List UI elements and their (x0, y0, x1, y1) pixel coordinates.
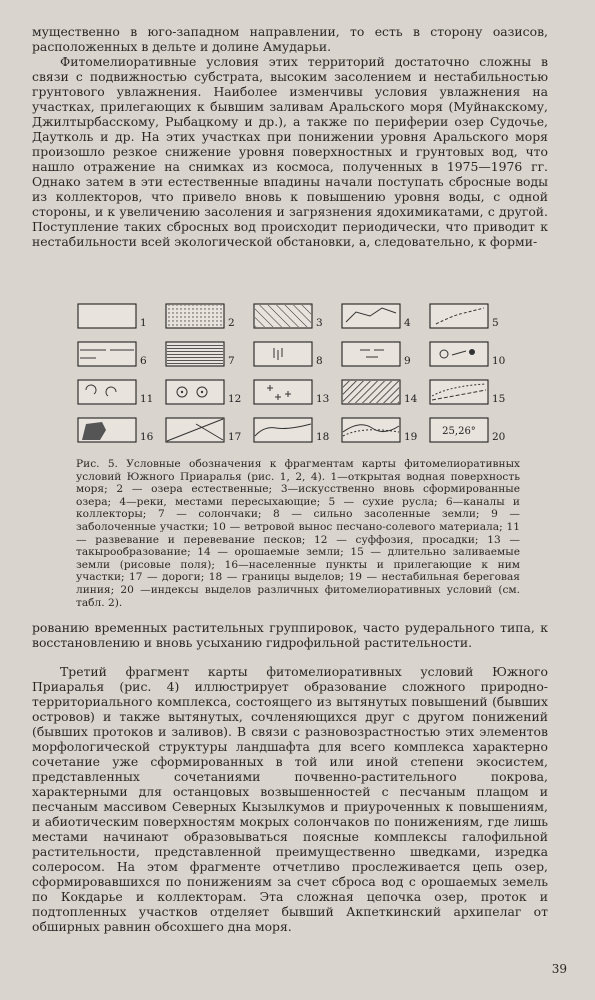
legend-item (254, 418, 329, 443)
legend-number: 17 (228, 431, 242, 443)
legend-number: 14 (404, 393, 418, 405)
legend-index-sample: 25,26° (442, 426, 476, 437)
body-text-bottom (32, 664, 548, 934)
legend-swatch (78, 380, 136, 404)
legend-item (166, 342, 235, 367)
legend-item (342, 418, 417, 443)
legend-item (78, 380, 153, 405)
legend-number: 2 (228, 317, 235, 329)
paragraph-ruderal: рованию временных растительных группировок, часто рудерального типа, к восстановлению и вновь усыханию гидрофильной растительности. (32, 620, 548, 650)
legend-item (430, 380, 505, 405)
legend-number: 19 (404, 431, 418, 443)
legend-item (166, 304, 235, 329)
legend-number: 6 (140, 355, 147, 367)
legend-number: 4 (404, 317, 411, 329)
legend-item (342, 380, 418, 405)
legend-number: 7 (228, 355, 235, 367)
legend-item (166, 380, 241, 405)
legend-swatch (342, 304, 400, 328)
legend-figure (76, 300, 516, 450)
legend-item (342, 304, 411, 329)
legend-swatch (342, 342, 400, 366)
legend-number: 16 (140, 431, 154, 443)
legend-number: 11 (140, 393, 154, 405)
legend-number: 5 (492, 317, 499, 329)
legend-item (430, 342, 505, 367)
legend-item (78, 418, 154, 443)
legend-swatch (430, 380, 488, 404)
legend-item (430, 418, 505, 443)
body-text-middle (32, 620, 548, 650)
page-number: 39 (551, 962, 567, 976)
legend-swatch (430, 342, 488, 366)
legend-item (78, 304, 147, 329)
legend-item (254, 304, 323, 329)
legend-swatch (166, 380, 224, 404)
legend-number: 15 (492, 393, 506, 405)
legend-swatch (78, 342, 136, 366)
legend-item (166, 418, 241, 443)
legend-number: 10 (492, 355, 506, 367)
legend-item (78, 342, 147, 367)
legend-item (342, 342, 411, 367)
legend-number: 1 (140, 317, 147, 329)
legend-symbols (76, 300, 516, 450)
legend-number: 20 (492, 431, 506, 443)
paragraph-third-fragment: Третий фрагмент карты фитомелиоративных условий Южного Приаралья (рис. 4) иллюстрирует образование сложного природно-территориального комплекса, состоящего из вытянутых повышений (бывших островов) и также вытянутых, сочленяющихся друг с другом понижений (бывших протоков и заливов). В связи с разновозрастностью этих элементов морфологической структуры ландшафта для всего комплекса характерно сочетание уже сформированных в той или иной степени экосистем, представленных сочетаниями почвенно-растительного покрова, характерными для останцовых возвышенностей с песчаным плащом и песчаным массивом Северных Кызылкумов и приуроченных к повышениям, и абиотическим поверхностям мокрых солончаков по понижениям, где лишь местами начинают образовываться поясные комплексы галофильной растительности, представленной преимущественно шведками, изредка солеросом. На этом фрагменте отчетливо прослеживается цепь озер, сформировавшихся по понижениям за счет сброса вод с орошаемых земель по Кокдарье и коллекторам. Эта сложная цепочка озер, проток и подтопленных участков отделяет бывший Акпеткинский архипелаг от обширных равнин обсохшего дна моря. (32, 664, 548, 934)
legend-number: 3 (316, 317, 323, 329)
paragraph-continuation: мущественно в юго-западном направлении, то есть в сторону оазисов, расположенных в дельте и долине Амударьи. (32, 24, 548, 54)
legend-number: 18 (316, 431, 330, 443)
legend-swatch (254, 342, 312, 366)
legend-number: 9 (404, 355, 411, 367)
legend-swatch (78, 304, 136, 328)
paragraph-conditions: Фитомелиоративные условия этих территорий достаточно сложны в связи с подвижностью субстрата, высоким засолением и нестабильностью грунтового увлажнения. Наиболее изменчивы условия увлажнения на участках, прилегающих к бывшим заливам Аральского моря (Муйнакскому, Джилтырбасскому, Рыбацкому и др.), а также по периферии озер Судочье, Даутколь и др. На этих участках при понижении уровня Аральского моря произошло резкое снижение уровня поверхностных и грунтовых вод, что нашло отражение на снимках из космоса, полученных в 1975—1976 гг. Однако затем в эти естественные впадины начали поступать сбросные воды из коллекторов, что привело вновь к повышению уровня воды, с одной стороны, и к увеличению засоления и загрязнения ядохимикатами, с другой. Поступление таких сбросных вод происходит периодически, что приводит к нестабильности всей экологической обстановки, а, следовательно, к форми- (32, 54, 548, 249)
legend-number: 8 (316, 355, 323, 367)
legend-item (430, 304, 499, 329)
figure-caption: Рис. 5. Условные обозначения к фрагментам карты фитомелиоративных условий Южного Приаралья (рис. 1, 2, 4). 1—открытая водная поверхность моря; 2 — озера естественные; 3—искусственно вновь сформированные озера; 4—реки, местами пересыхающие; 5 — сухие русла; 6—каналы и коллекторы; 7 — солончаки; 8 — сильно засоленные земли; 9 — заболоченные участки; 10 — ветровой вынос песчано-солевого материала; 11 — развевание и перевевание песков; 12 — суффозия, просадки; 13 — такырообразование; 14 — орошаемые земли; 15 — длительно заливаемые земли (рисовые поля); 16—населенные пункты и прилегающие к ним участки; 17 — дороги; 18 — границы выделов; 19 — нестабильная береговая линия; 20 —индексы выделов различных фитомелиоративных условий (см. табл. 2). (76, 458, 520, 609)
body-text-top (32, 24, 548, 249)
legend-number: 13 (316, 393, 330, 405)
legend-item (254, 380, 329, 405)
legend-swatch (254, 380, 312, 404)
legend-item (254, 342, 323, 367)
legend-number: 12 (228, 393, 242, 405)
legend-swatch (430, 304, 488, 328)
